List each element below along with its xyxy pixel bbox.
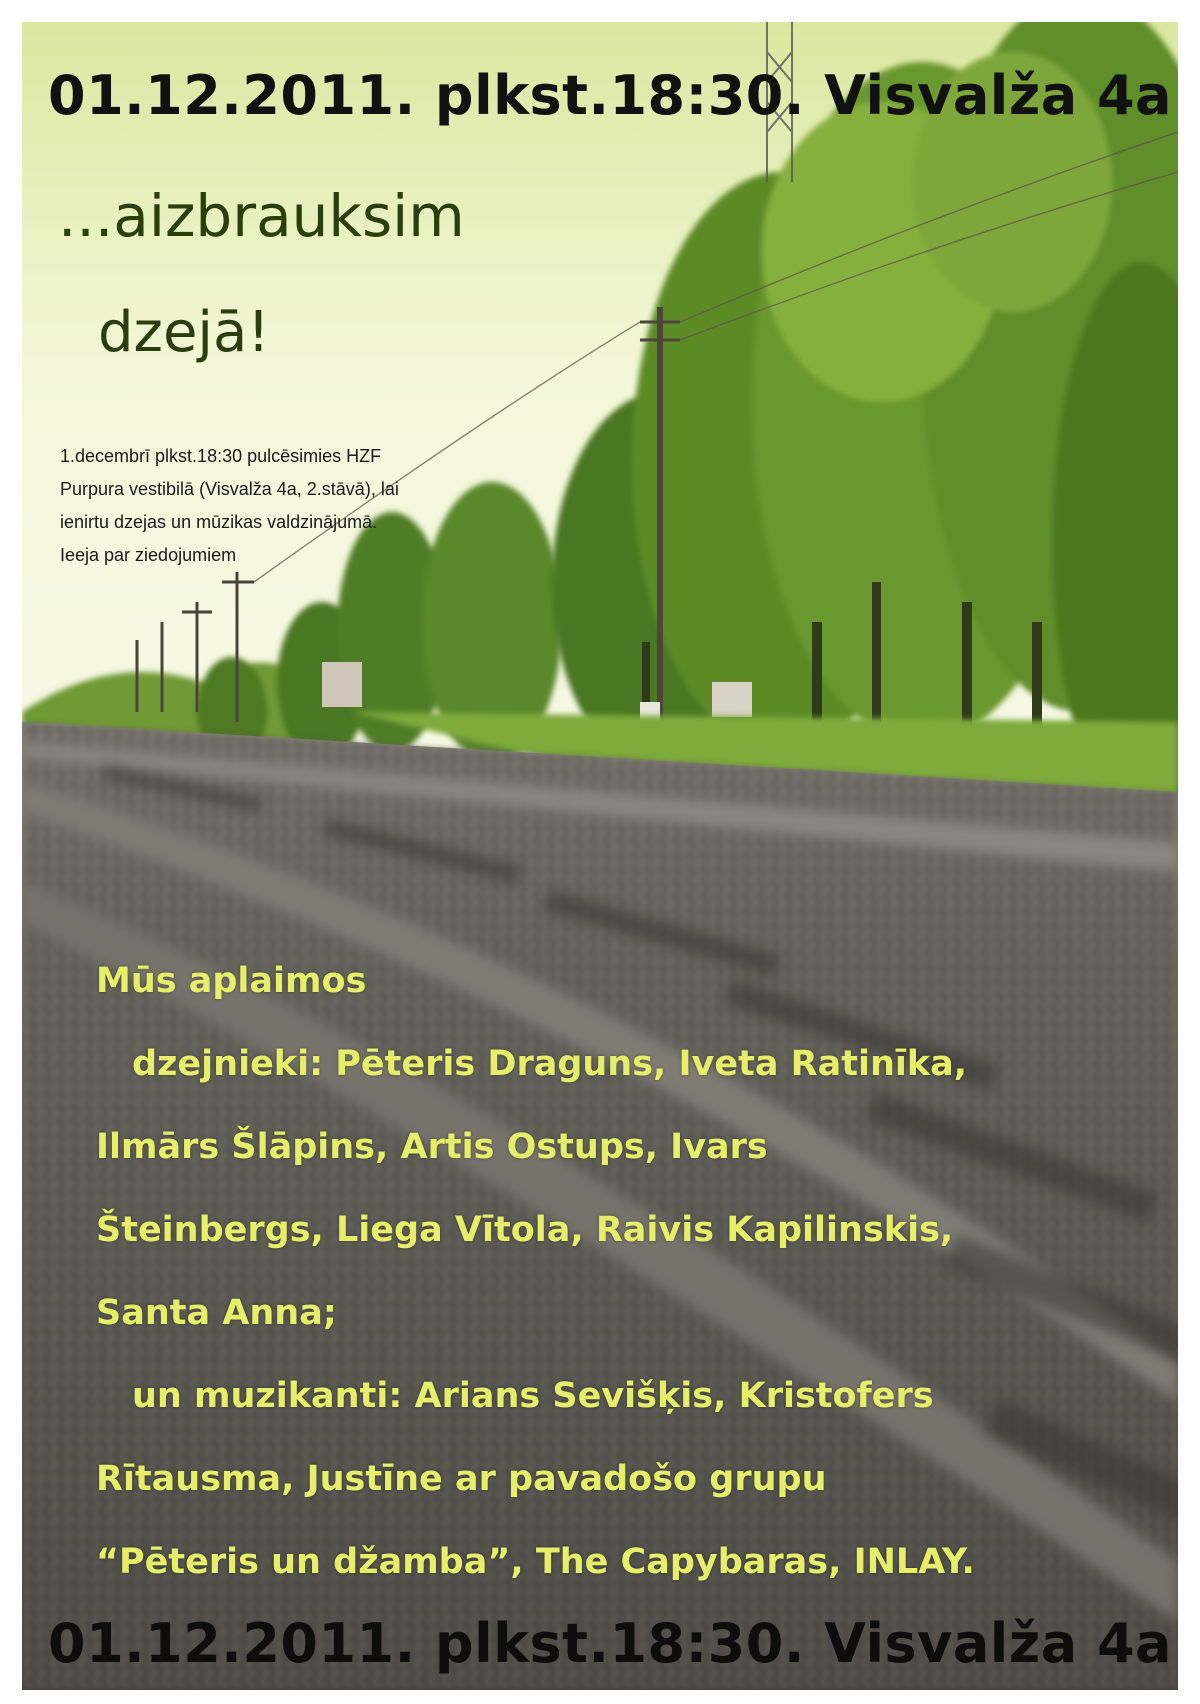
guest-list <box>96 940 1156 1604</box>
description-line: ienirtu dzejas un mūzikas valdzinājumā. <box>60 512 378 532</box>
event-date-footer: 01.12.2011. plkst.18:30. Visvalža 4a <box>48 1612 1172 1675</box>
guest-list-line: Mūs aplaimos <box>96 961 367 1001</box>
poster <box>22 22 1178 1690</box>
poster-subtitle-line-2: dzejā! <box>98 300 270 365</box>
guest-list-line: Santa Anna; <box>96 1293 337 1333</box>
description-line: Ieeja par ziedojumiem <box>60 545 237 565</box>
description-line: 1.decembrī plkst.18:30 pulcēsimies HZF <box>60 446 382 466</box>
guest-list-line: Šteinbergs, Liega Vītola, Raivis Kapilinskis, <box>96 1210 954 1250</box>
guest-list-line: “Pēteris un džamba”, The Capybaras, INLAY. <box>96 1542 975 1582</box>
description-line: Purpura vestibilā (Visvalža 4a, 2.stāvā), lai <box>60 479 399 499</box>
guest-list-line: un muzikanti: Arians Sevišķis, Kristofers <box>132 1376 934 1416</box>
guest-list-line: dzejnieki: Pēteris Draguns, Iveta Ratinīka, <box>132 1044 968 1084</box>
guest-list-line: Ilmārs Šlāpins, Artis Ostups, Ivars <box>96 1127 768 1167</box>
guest-list-line: Rītausma, Justīne ar pavadošo grupu <box>96 1459 827 1499</box>
event-description <box>60 440 540 572</box>
poster-subtitle-line-1: ...aizbrauksim <box>58 182 465 250</box>
event-date-header: 01.12.2011. plkst.18:30. Visvalža 4a <box>48 64 1172 127</box>
